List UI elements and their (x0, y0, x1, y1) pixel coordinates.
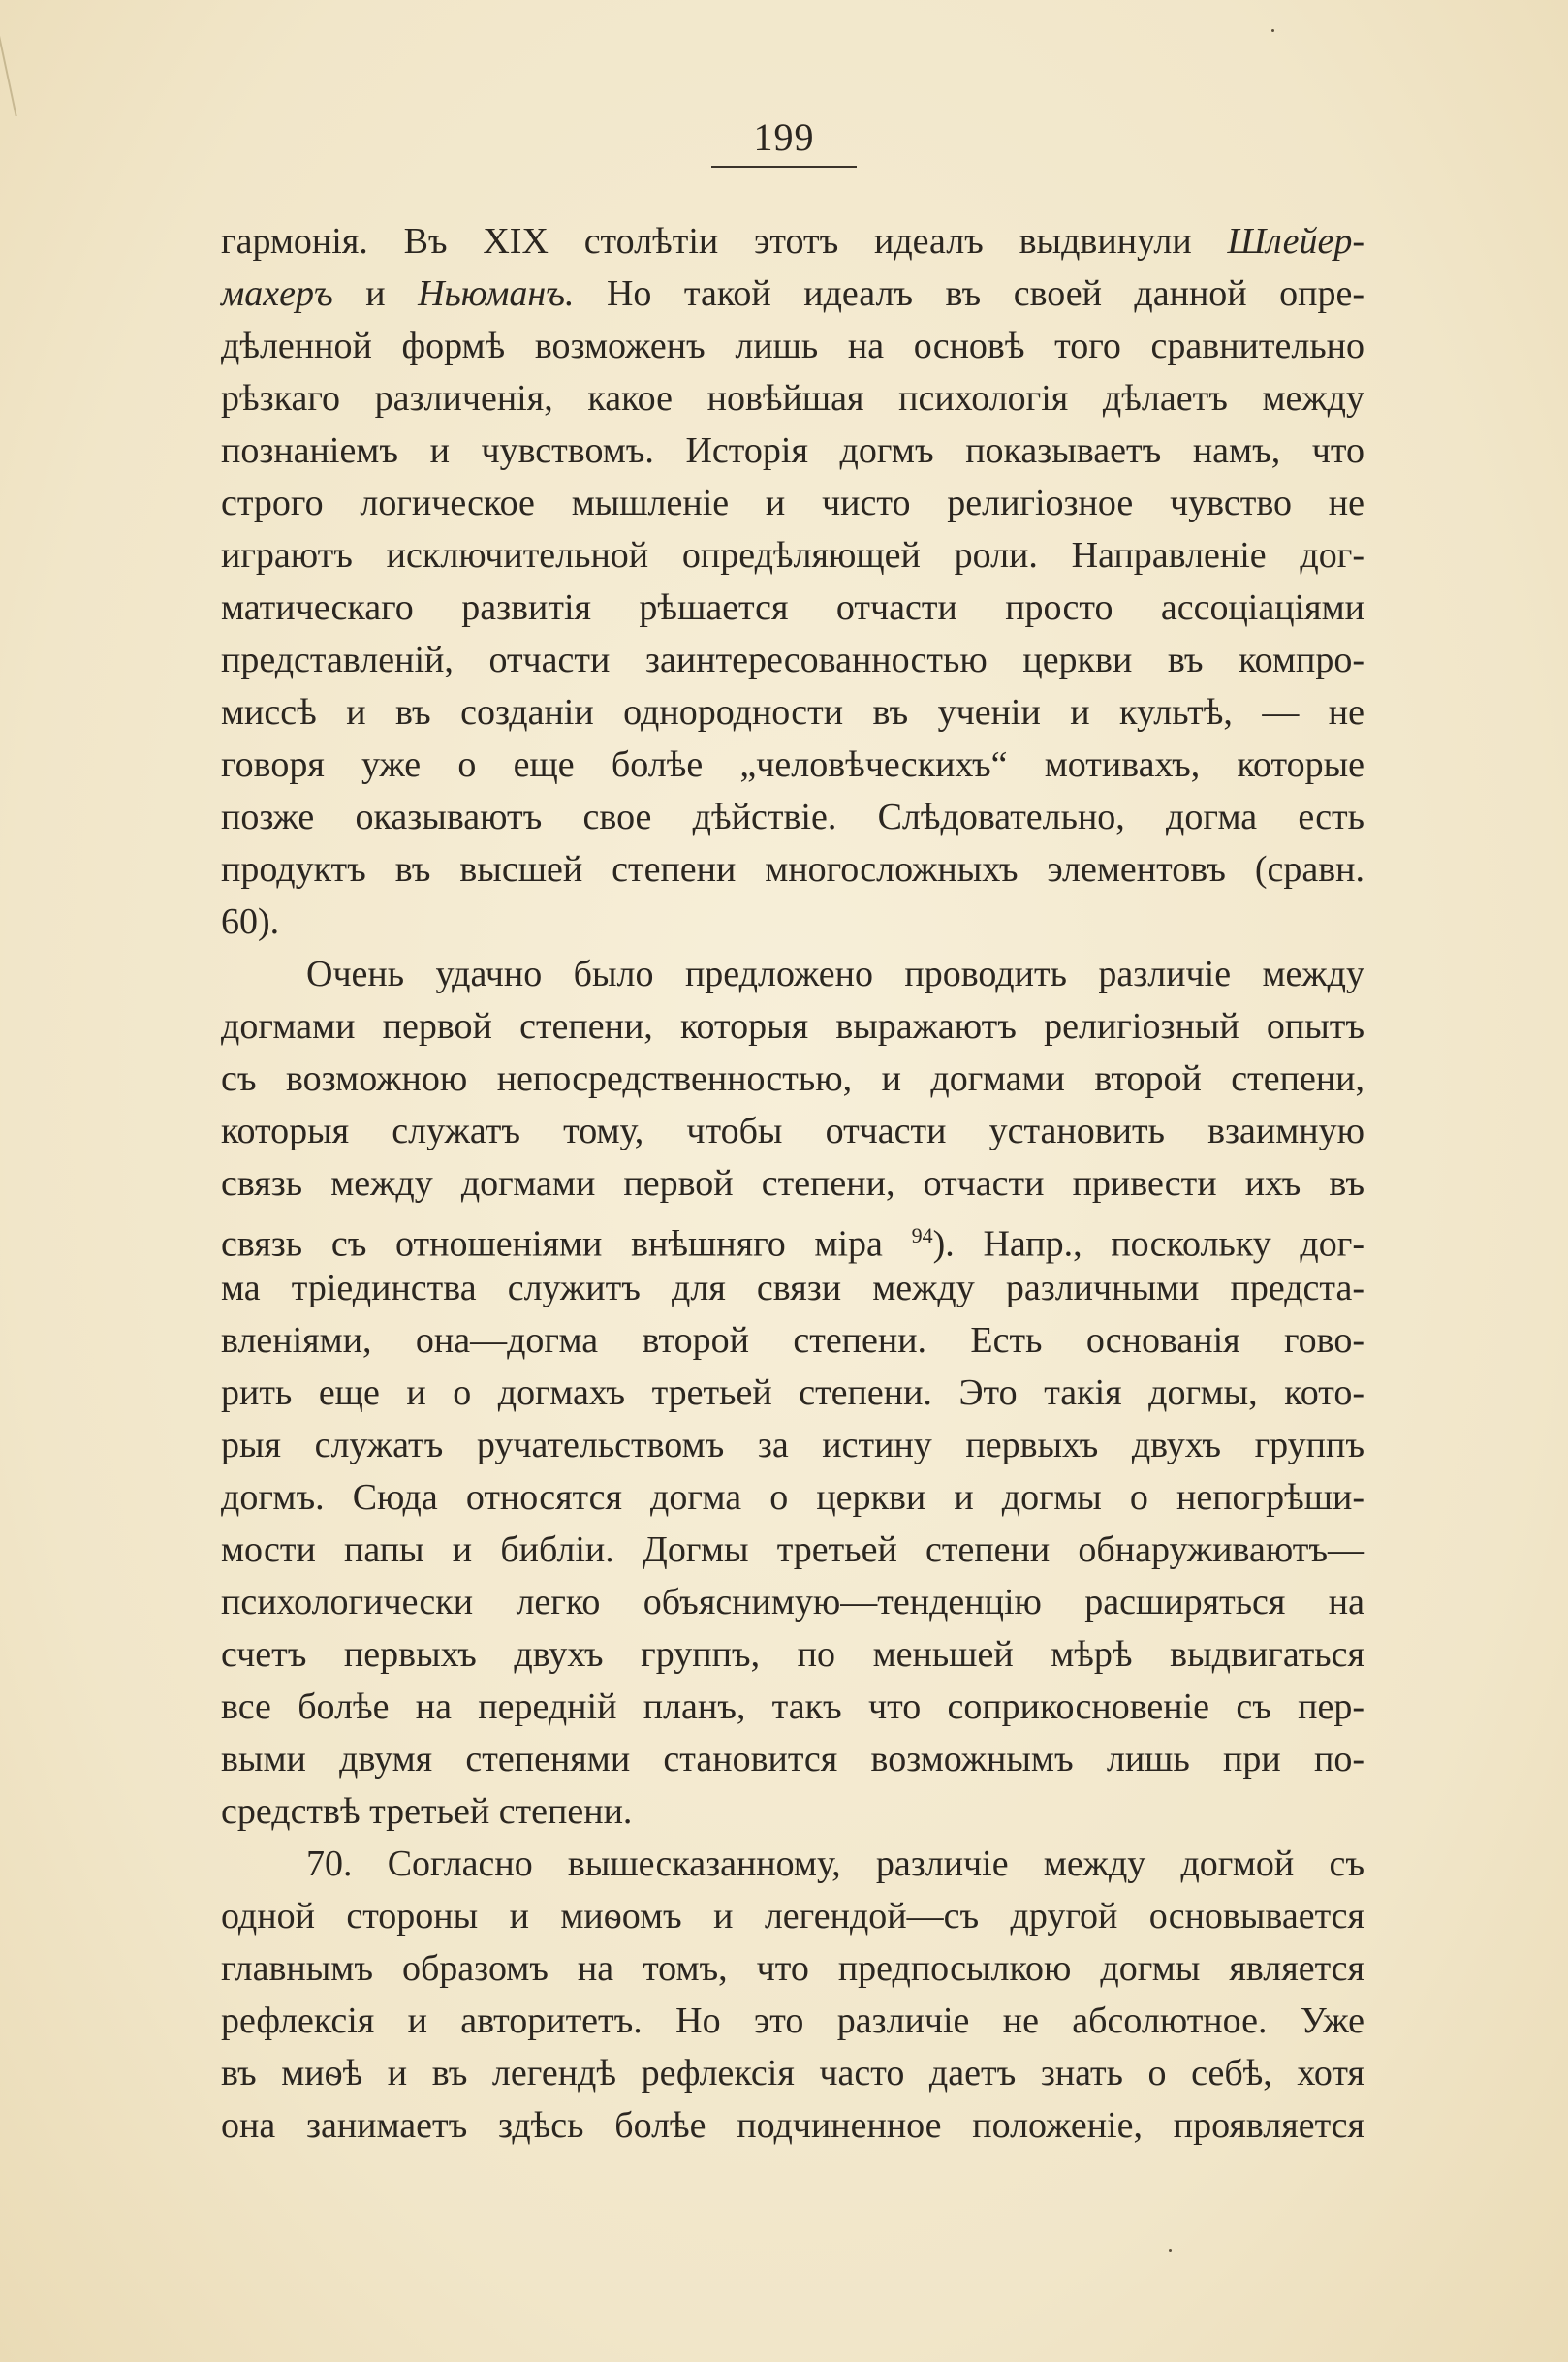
page-corner-crease (0, 10, 56, 116)
line-text: и (332, 273, 419, 314)
paragraph-start-line: 70. Согласно вышесказанному, различіе между догмой съ (306, 1843, 1364, 1884)
text-line: играютъ исключительной опредѣляющей роли. Направленіе дог- (221, 535, 1364, 576)
text-line: говоря уже о еще болѣе „человѣческихъ“ мотивахъ, которые (221, 744, 1364, 785)
text-line: вленіями, она—догма второй степени. Есть основанія гово- (221, 1320, 1364, 1361)
text-line: миссѣ и въ созданіи однородности въ ученіи и культѣ, — не (221, 692, 1364, 733)
text-line: догмами первой степени, которыя выражаютъ религіозный опытъ (221, 1006, 1364, 1047)
italic-name: Шлейер- (1227, 221, 1364, 262)
text-line: она занимаетъ здѣсь болѣе подчиненное положеніе, проявляется (221, 2105, 1364, 2146)
text-line: продуктъ въ высшей степени многосложныхъ элементовъ (сравн. (221, 849, 1364, 890)
text-line: выми двумя степенями становится возможнымъ лишь при по- (221, 1739, 1364, 1779)
text-line: средствѣ третьей степени. (221, 1791, 633, 1832)
paper-speck (1271, 29, 1274, 32)
text-line: мости папы и библіи. Догмы третьей степени обнаруживаютъ— (221, 1529, 1364, 1570)
text-line: связь между догмами первой степени, отчасти привести ихъ въ (221, 1163, 1364, 1204)
page-header (0, 114, 1568, 168)
text-line: ма тріединства служитъ для связи между различными предста- (221, 1268, 1364, 1308)
body-text (221, 215, 1364, 2152)
text-line: догмъ. Сюда относятся догма о церкви и догмы о непогрѣши- (221, 1477, 1364, 1518)
text-line: дѣленной формѣ возможенъ лишь на основѣ того сравнительно (221, 326, 1364, 366)
text-line: рить еще и о догмахъ третьей степени. Это такія догмы, кото- (221, 1372, 1364, 1413)
text-line: которыя служатъ тому, чтобы отчасти установить взаимную (221, 1111, 1364, 1151)
text-line: психологически легко объяснимую—тенденцію расширяться на (221, 1582, 1364, 1622)
paragraph-start-line: Очень удачно было предложено проводить различіе между (306, 954, 1364, 994)
line-text: Но такой идеалъ въ своей данной опре- (574, 273, 1364, 314)
text-line (221, 215, 1364, 268)
paper-speck (1169, 2249, 1172, 2252)
text-line (221, 1210, 1364, 1265)
text-line: позже оказываютъ свое дѣйствіе. Слѣдовательно, догма есть (221, 797, 1364, 837)
text-line: рефлексія и авторитетъ. Но это различіе не абсолютное. Уже (221, 2000, 1364, 2041)
italic-name: Ньюманъ. (418, 273, 575, 314)
text-line: познаніемъ и чувствомъ. Исторія догмъ показываетъ намъ, что (221, 430, 1364, 471)
text-line: одной стороны и миѳомъ и легендой—съ другой основывается (221, 1896, 1364, 1937)
text-line: матическаго развитія рѣшается отчасти просто ассоціаціями (221, 587, 1364, 628)
text-line: въ миѳѣ и въ легендѣ рефлексія часто даетъ знать о себѣ, хотя (221, 2053, 1364, 2094)
text-line: счетъ первыхъ двухъ группъ, по меньшей мѣрѣ выдвигаться (221, 1634, 1364, 1675)
line-text: гармонія. Въ XIX столѣтіи этотъ идеалъ выдвинули (221, 221, 1228, 262)
text-line: рыя служатъ ручательствомъ за истину первыхъ двухъ группъ (221, 1425, 1364, 1465)
text-line: строго логическое мышленіе и чисто религіозное чувство не (221, 483, 1364, 523)
text-line: съ возможною непосредственностью, и догмами второй степени, (221, 1058, 1364, 1099)
footnote-ref[interactable]: 94 (911, 1223, 933, 1247)
page-number: 199 (711, 114, 857, 168)
line-text: ). Напр., поскольку дог- (932, 1223, 1364, 1265)
text-line: представленій, отчасти заинтересованностью церкви въ компро- (221, 640, 1364, 680)
text-line: главнымъ образомъ на томъ, что предпосылкою догмы является (221, 1948, 1364, 1989)
text-line (221, 268, 1364, 320)
text-line: 60). (221, 901, 280, 942)
text-line: все болѣе на передній планъ, такъ что соприкосновеніе съ пер- (221, 1686, 1364, 1727)
text-line: рѣзкаго различенія, какое новѣйшая психологія дѣлаетъ между (221, 378, 1364, 419)
line-text: связь съ отношеніями внѣшняго міра (221, 1223, 912, 1265)
italic-name: махеръ (221, 273, 333, 314)
